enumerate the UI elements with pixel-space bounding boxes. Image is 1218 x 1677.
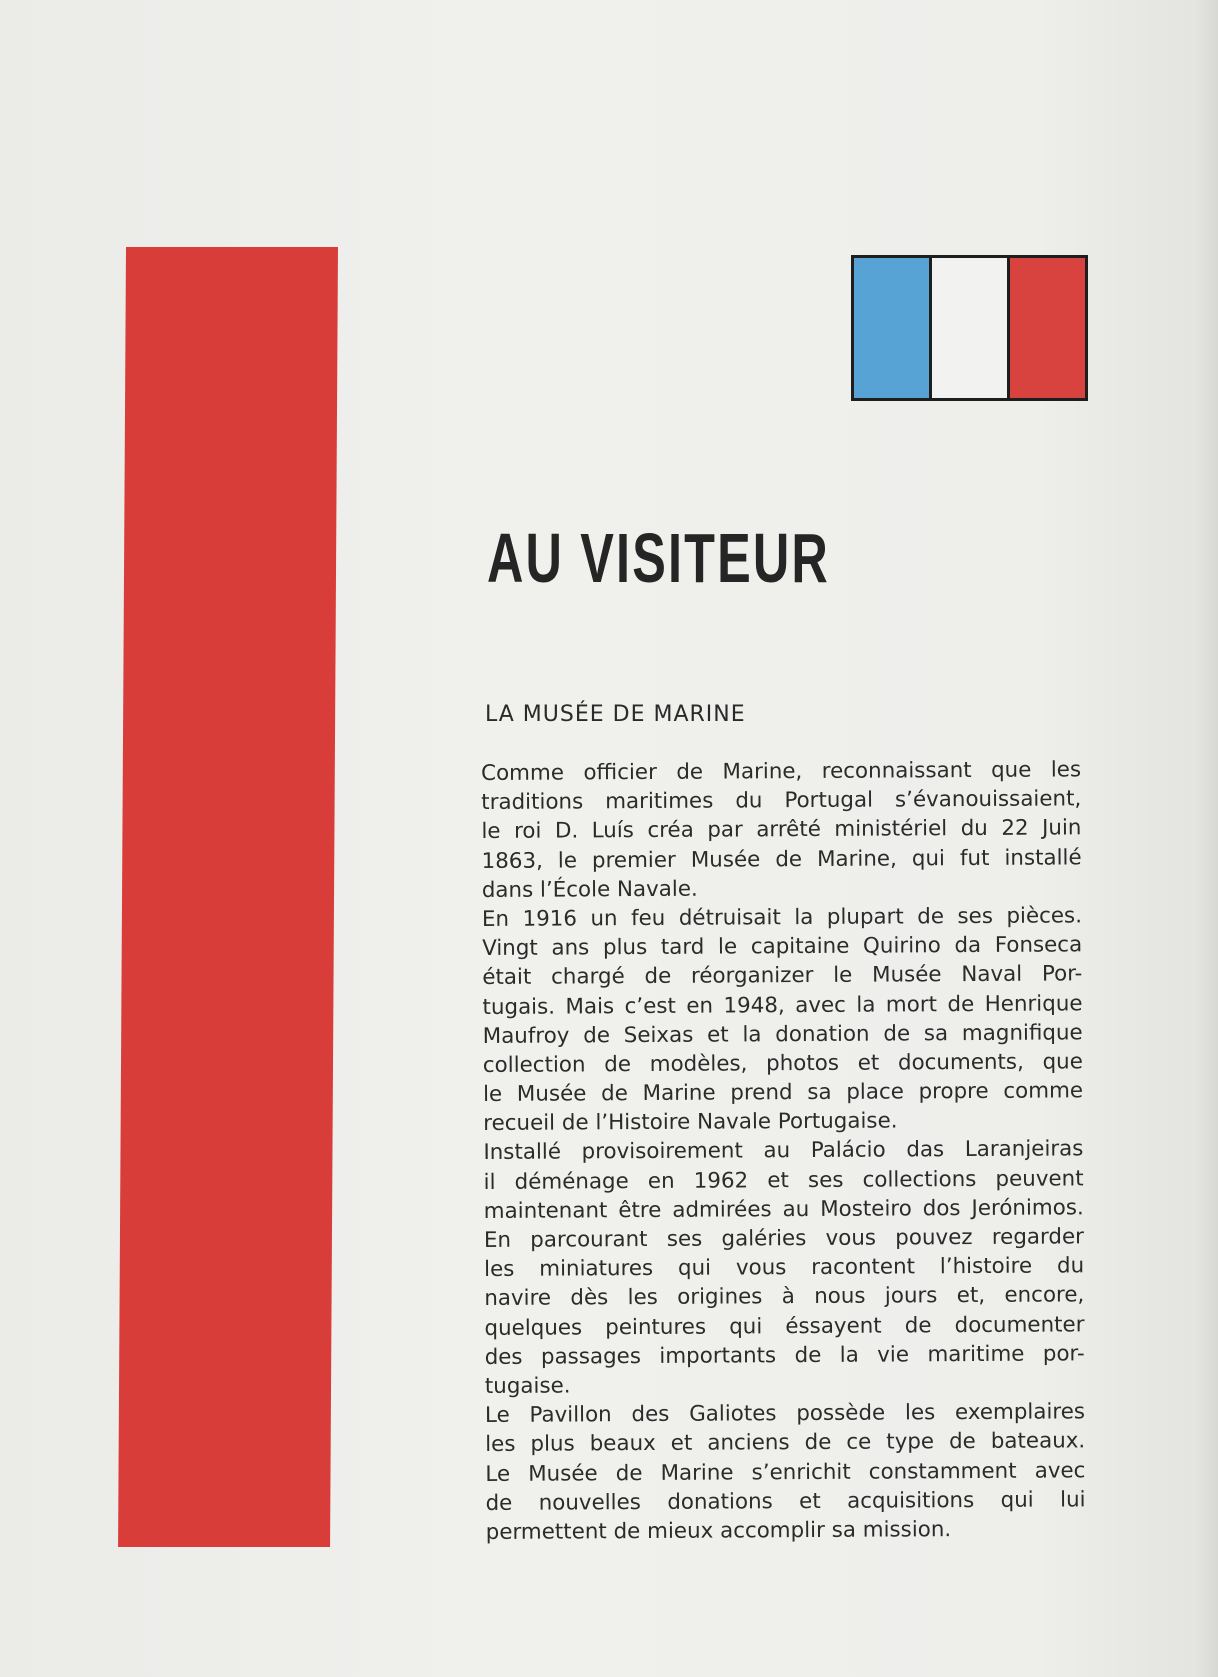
body-line: Installé provisoirement au Palácio das Laranjeiras xyxy=(483,1136,1084,1166)
body-line: le roi D. Luís créa par arrêté ministériel du 22 Juin xyxy=(481,815,1082,845)
page-edge-shadow xyxy=(1192,0,1218,1677)
body-line: le Musée de Marine prend sa place propre comme xyxy=(482,1078,1084,1108)
body-line: Le Musée de Marine s’enrichit constamment avec xyxy=(485,1457,1086,1487)
body-paragraph xyxy=(481,755,1086,1547)
body-line: Maufroy de Seixas et la donation de sa magnifique xyxy=(482,1020,1083,1049)
body-line: tugais. Mais c’est en 1948, avec la mort de Henrique xyxy=(482,990,1083,1020)
page-title: AU VISITEUR xyxy=(487,519,831,597)
body-line: il déménage en 1962 et ses collections peuvent xyxy=(483,1165,1084,1195)
body-line: tugaise. xyxy=(484,1373,571,1399)
body-line: Le Pavillon des Galiotes possède les exemplaires xyxy=(484,1399,1086,1429)
flag-stripe-red xyxy=(1007,258,1085,398)
flag-stripe-blue xyxy=(854,258,929,398)
body-line: Comme officier de Marine, reconnaissant que les xyxy=(481,757,1082,786)
body-line: En parcourant ses galéries vous pouvez regarder xyxy=(483,1224,1085,1253)
body-line: En 1916 un feu détruisait la plupart de ses pièces. xyxy=(481,903,1083,932)
body-line: collection de modèles, photos et documents, que xyxy=(482,1049,1083,1078)
french-flag-icon xyxy=(851,255,1088,401)
body-line: permettent de mieux accomplir sa mission. xyxy=(485,1517,952,1545)
body-line: des passages importants de la vie maritime por- xyxy=(484,1341,1085,1370)
body-line: était chargé de réorganizer le Musée Naval Por- xyxy=(482,961,1083,991)
body-line: navire dès les origines à nous jours et, encore, xyxy=(484,1282,1085,1312)
body-line: de nouvelles donations et acquisitions qui lui xyxy=(485,1487,1086,1516)
body-line: dans l’École Navale. xyxy=(481,876,698,903)
body-line: 1863, le premier Musée de Marine, qui fut installé xyxy=(481,844,1082,874)
body-line: Vingt ans plus tard le capitaine Quirino da Fonseca xyxy=(482,932,1083,962)
flag-stripe-white xyxy=(929,258,1007,398)
body-line: maintenant être admirées au Mosteiro dos Jerónimos. xyxy=(483,1195,1084,1224)
body-line: traditions maritimes du Portugal s’évanouissaient, xyxy=(481,786,1082,816)
body-line: quelques peintures qui éssayent de documenter xyxy=(484,1311,1085,1341)
body-line: les miniatures qui vous racontent l’histoire du xyxy=(484,1253,1085,1283)
red-vertical-bar xyxy=(118,247,338,1547)
section-heading: LA MUSÉE DE MARINE xyxy=(485,702,746,727)
body-line: recueil de l’Histoire Navale Portugaise. xyxy=(483,1108,898,1137)
body-line: les plus beaux et anciens de ce type de bateaux. xyxy=(485,1428,1086,1458)
